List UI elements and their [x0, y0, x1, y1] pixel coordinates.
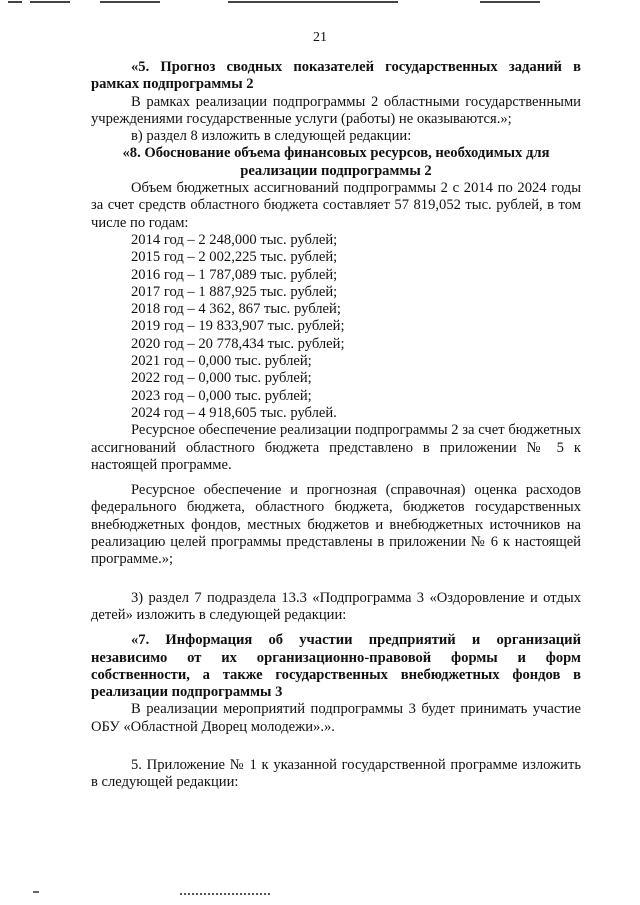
year-item: 2014 год – 2 248,000 тыс. рублей;	[131, 231, 338, 248]
scan-artifact-bottom	[180, 893, 270, 897]
year-item: 2024 год – 4 918,605 тыс. рублей.	[131, 404, 337, 421]
year-item: 2022 год – 0,000 тыс. рублей;	[131, 370, 312, 387]
document-body	[91, 59, 581, 792]
year-item: 2018 год – 4 362, 867 тыс. рублей;	[131, 301, 341, 318]
scan-artifact-top	[0, 0, 640, 6]
year-item: 2019 год – 19 833,907 тыс. рублей;	[131, 318, 345, 335]
section7-text: В реализации мероприятий подпрограммы 3 будет принимать участие ОБУ «Областной Дворец молодежи».».	[91, 701, 581, 735]
year-item: 2016 год – 1 787,089 тыс. рублей;	[131, 266, 338, 283]
section7-heading: «7. Информация об участии предприятий и организаций независимо от их организационно-правовой формы и форм собственности, а также государственных внебюджетных фондов в реализации подпрограммы 3	[91, 632, 581, 701]
page-number: 21	[313, 30, 327, 45]
section8-intro: Объем бюджетных ассигнований подпрограммы 2 с 2014 по 2024 годы за счет средств областного бюджета составляет 57 819,052 тыс. рублей, в том числе по годам:	[91, 180, 581, 231]
section5-text: В рамках реализации подпрограммы 2 областными государственными учреждениями государственные услуги (работы) не оказываются.»;	[91, 93, 581, 127]
section5-heading: «5. Прогноз сводных показателей государственных заданий в рамках подпрограммы 2	[91, 59, 581, 93]
resource-paragraph-1: Ресурсное обеспечение реализации подпрограммы 2 за счет бюджетных ассигнований областного бюджета представлено в приложении № 5 к настоящей программе.	[91, 422, 581, 473]
years-list	[91, 232, 581, 422]
item-5: 5. Приложение № 1 к указанной государственной программе изложить в следующей редакции:	[91, 756, 581, 791]
resource-paragraph-2: Ресурсное обеспечение и прогнозная (справочная) оценка расходов федерального бюджета, областного бюджета, бюджетов государственных внебюджетных фондов, местных бюджетов и внебюджетных источников на реализацию целей программы представлены в приложении № 6 к настоящей программе.»;	[91, 482, 581, 568]
item-v: в) раздел 8 изложить в следующей редакции:	[131, 128, 412, 145]
section8-heading-line1: «8. Обоснование объема финансовых ресурсов, необходимых для	[122, 145, 550, 162]
scan-artifact-dot	[33, 891, 39, 893]
item-3: 3) раздел 7 подраздела 13.3 «Подпрограмма 3 «Оздоровление и отдых детей» изложить в следующей редакции:	[91, 589, 581, 623]
year-item: 2023 год – 0,000 тыс. рублей;	[131, 387, 312, 404]
section8-heading-line2: реализации подпрограммы 2	[240, 162, 432, 179]
year-item: 2017 год – 1 887,925 тыс. рублей;	[131, 283, 338, 300]
year-item: 2021 год – 0,000 тыс. рублей;	[131, 353, 312, 370]
year-item: 2020 год – 20 778,434 тыс. рублей;	[131, 335, 345, 352]
year-item: 2015 год – 2 002,225 тыс. рублей;	[131, 249, 338, 266]
